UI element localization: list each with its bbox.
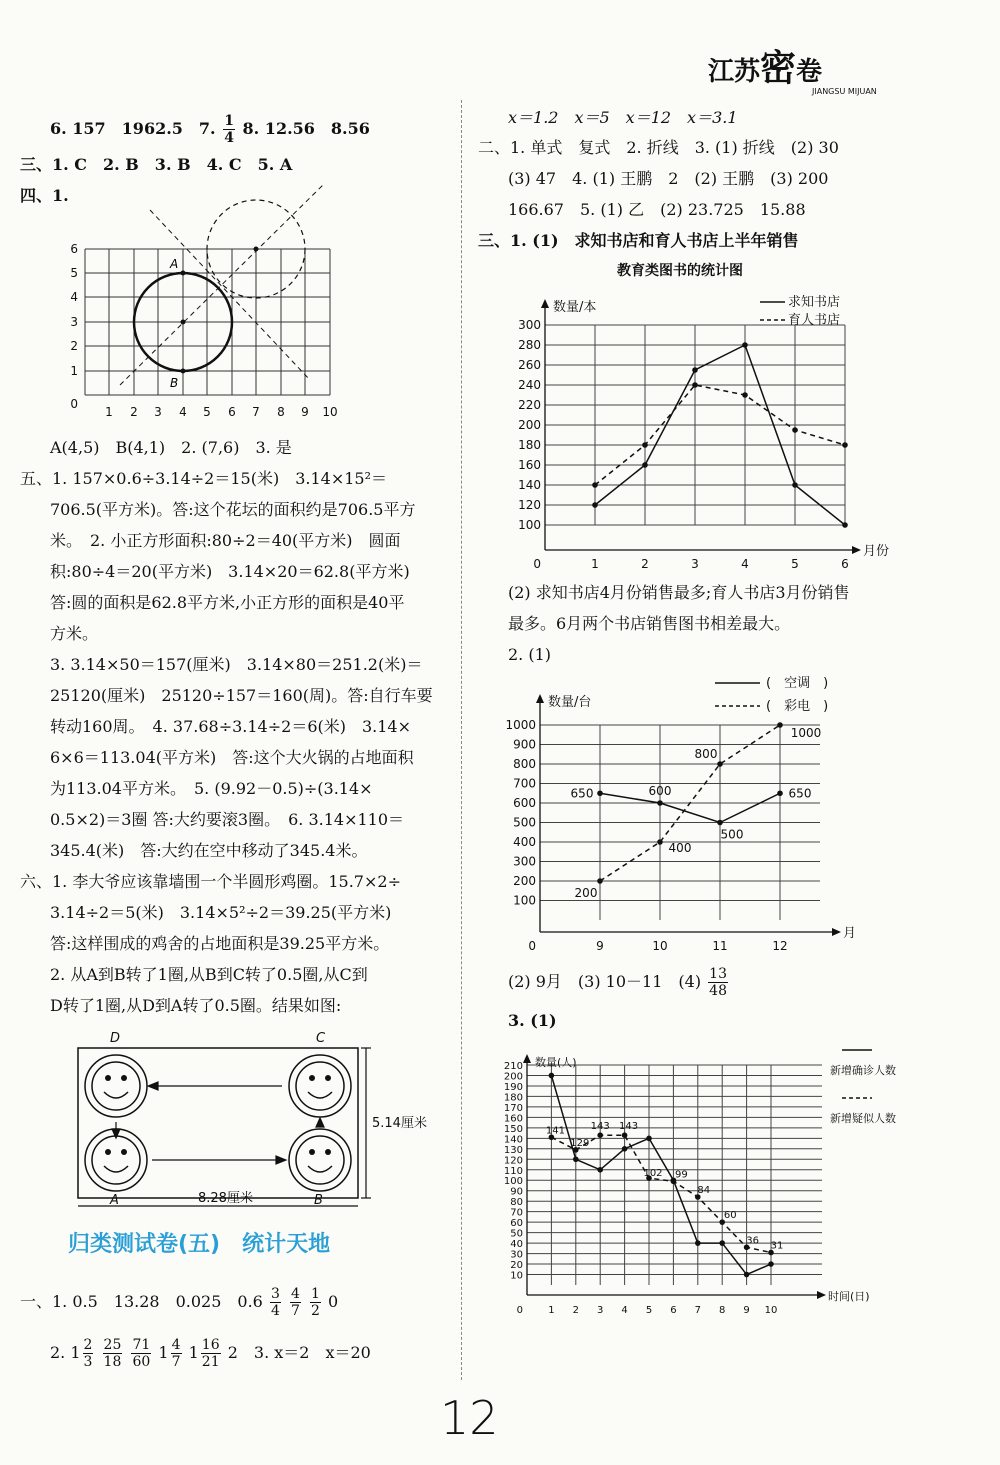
x-axis-arrow: [832, 928, 841, 936]
legend-label: 育人书店: [788, 313, 841, 328]
series-line: [600, 793, 780, 822]
x-tick-label: 6: [670, 1305, 677, 1316]
answer-line: 三、1. C 2. B 3. B 4. C 5. A: [20, 155, 293, 174]
data-point: [744, 1272, 750, 1278]
wheel-rolling-figure: [70, 1030, 430, 1215]
y-tick-label: 1000: [505, 718, 536, 732]
y-tick-label: 130: [503, 1144, 523, 1156]
y-tick-label: 210: [503, 1061, 523, 1072]
x-tick-label: 12: [772, 939, 788, 950]
data-label: 60: [723, 1210, 737, 1222]
fraction: $\frac{1}{2}$: [310, 1286, 320, 1319]
y-tick-label: 110: [503, 1165, 523, 1177]
y-tick-label: 100: [513, 893, 536, 908]
y-tick-label: 700: [513, 776, 536, 791]
x-tick-label: 6: [841, 557, 849, 571]
x-tick-label: 4: [621, 1305, 628, 1316]
y-tick-label: 100: [518, 518, 541, 532]
answer-line: 最多。6月两个书店销售图书相差最大。: [508, 614, 791, 633]
wheel-label-a: A: [110, 1193, 119, 1208]
y-tick-label: 220: [518, 398, 541, 412]
y-tick-label: 50: [510, 1228, 523, 1240]
answer-line: x＝1.2 x＝5 x＝12 x＝3.1: [508, 108, 738, 127]
data-point: [597, 790, 603, 796]
data-point: [592, 482, 598, 488]
x-tick-label: 10: [652, 939, 668, 950]
fraction: $\frac{4}{7}$: [171, 1337, 181, 1370]
answer-line: (2) 求知书店4月份销售最多;育人书店3月份销售: [508, 583, 850, 602]
y-tick-label: 400: [513, 835, 536, 849]
y-tick-label: 100: [503, 1176, 523, 1188]
grid-x-tick: 4: [179, 405, 187, 419]
answer-line: 6×6＝113.04(平方米) 答:这个大火锅的占地面积: [50, 748, 414, 767]
data-point: [692, 382, 698, 388]
answer-line: 转动160周。 4. 37.68÷3.14÷2＝6(米) 3.14×: [50, 717, 412, 736]
answer-line: 6. 157 1962.5 7. $\frac{1}{4}$ 8. 12.56 8.56: [50, 113, 370, 146]
data-label: 129: [570, 1137, 590, 1149]
y-tick-label: 200: [513, 874, 536, 888]
y-tick-label: 80: [510, 1197, 523, 1209]
answer-line: 一、1. 0.5 13.28 0.025 0.6 $\frac{3}{4}$ $\frac{4}{7}$ $\frac{1}{2}$ 0: [20, 1286, 339, 1319]
y-tick-label: 300: [518, 318, 541, 332]
origin-label: 0: [516, 1305, 523, 1316]
data-point: [768, 1261, 774, 1267]
y-tick-label: 120: [518, 498, 541, 512]
y-tick-label: 70: [510, 1207, 523, 1219]
answer-line: 3. (1): [508, 1011, 557, 1030]
x-tick-label: 10: [764, 1305, 778, 1316]
data-point: [717, 820, 723, 826]
data-label: 141: [545, 1125, 565, 1137]
answer-line: 3.14÷2＝5(米) 3.14×5²÷2＝39.25(平方米): [50, 903, 392, 922]
column-divider: [461, 100, 462, 1380]
grid-y-tick: 6: [70, 242, 78, 256]
y-axis-label: 数量(人): [535, 1056, 577, 1069]
answer-line: 米。 2. 小正方形面积:80÷2＝40(平方米) 圆面: [50, 531, 401, 550]
data-point: [597, 1167, 603, 1173]
y-tick-label: 10: [510, 1270, 523, 1282]
y-tick-label: 600: [513, 796, 536, 810]
grid-x-tick: 2: [130, 405, 138, 419]
answer-line: 为113.04平方米。 5. (9.92－0.5)÷(3.14×: [50, 779, 373, 798]
legend-label: 求知书店: [788, 295, 841, 310]
data-point: [657, 800, 663, 806]
x-axis-label: 月份: [863, 544, 890, 559]
y-tick-label: 20: [510, 1260, 523, 1272]
wheel-height-label: 5.14厘米: [372, 1116, 427, 1131]
y-tick-label: 190: [503, 1081, 523, 1093]
chart-epidemic-cases: [480, 1030, 940, 1330]
series-line: [595, 345, 845, 525]
fraction: $\frac{71}{60}$: [132, 1337, 151, 1370]
data-point: [592, 502, 598, 508]
answer-line: 三、1. (1) 求知书店和育人书店上半年销售: [478, 231, 799, 250]
grid-x-tick: 6: [228, 405, 236, 419]
x-axis-label: 时间(日): [828, 1290, 870, 1303]
answer-line: 166.67 5. (1) 乙 (2) 23.725 15.88: [508, 200, 806, 219]
x-tick-label: 3: [691, 557, 699, 571]
y-tick-label: 40: [510, 1239, 523, 1251]
fraction: $\frac{16}{21}$: [201, 1337, 220, 1370]
y-tick-label: 900: [513, 737, 536, 752]
data-point: [695, 1240, 701, 1246]
y-tick-label: 60: [510, 1218, 523, 1230]
fraction: $\frac{1}{4}$: [224, 113, 234, 146]
data-point: [597, 1132, 603, 1138]
data-point: [646, 1136, 652, 1142]
answer-line: 四、1.: [20, 186, 69, 205]
y-tick-label: 140: [503, 1134, 523, 1146]
y-tick-label: 240: [518, 378, 541, 392]
grid-y-tick: 3: [70, 315, 78, 329]
y-axis-arrow: [536, 694, 544, 703]
data-point: [792, 427, 798, 433]
fraction: $\frac{3}{4}$: [270, 1286, 280, 1319]
y-tick-label: 500: [513, 815, 536, 830]
data-point: [777, 790, 783, 796]
data-label: 1000: [790, 726, 822, 740]
section-title: 归类测试卷(五) 统计天地: [68, 1232, 331, 1257]
y-tick-label: 300: [513, 854, 536, 869]
x-tick-label: 9: [596, 939, 604, 950]
fraction: $\frac{4}{7}$: [290, 1286, 300, 1319]
data-label: 102: [643, 1168, 663, 1180]
data-label: 99: [675, 1169, 688, 1181]
data-point: [742, 392, 748, 398]
data-label: 31: [770, 1240, 784, 1252]
answer-line: 答:圆的面积是62.8平方米,小正方形的面积是40平: [50, 593, 405, 612]
x-tick-label: 2: [572, 1305, 579, 1316]
answer-line: 345.4(米) 答:大约在空中移动了345.4米。: [50, 841, 368, 860]
y-tick-label: 90: [510, 1186, 523, 1198]
data-label: 84: [697, 1185, 711, 1196]
y-tick-label: 260: [518, 358, 541, 372]
data-point: [642, 462, 648, 468]
brand-header: 江苏密卷: [708, 47, 823, 89]
wheel-label-c: C: [316, 1031, 326, 1046]
x-axis-arrow: [852, 546, 861, 554]
grid-x-tick: 1: [105, 405, 113, 419]
grid-x-tick: 5: [203, 405, 211, 419]
y-tick-label: 120: [503, 1155, 523, 1167]
answer-line: A(4,5) B(4,1) 2. (7,6) 3. 是: [50, 438, 292, 457]
y-tick-label: 170: [503, 1102, 523, 1114]
y-tick-label: 200: [518, 418, 541, 432]
answer-line: 答:这样围成的鸡舍的占地面积是39.25平方米。: [50, 934, 390, 953]
data-label: 200: [574, 886, 598, 900]
grid-y-tick: 2: [70, 339, 78, 353]
x-axis-arrow: [817, 1291, 826, 1299]
y-tick-label: 180: [503, 1092, 523, 1104]
y-tick-label: 800: [513, 757, 536, 771]
answer-line: 0.5×2)＝3圈 答:大约要滚3圈。 6. 3.14×110＝: [50, 810, 405, 829]
data-label: 600: [648, 784, 672, 798]
answer-line: 五、1. 157×0.6÷3.14÷2＝15(米) 3.14×15²＝: [20, 469, 388, 488]
coordinate-grid-figure: [60, 180, 350, 425]
data-point: [717, 761, 723, 767]
legend-label: 新增疑似人数: [830, 1112, 896, 1125]
data-label: 36: [746, 1235, 759, 1247]
grid-x-tick: 8: [277, 405, 285, 419]
wheel-width-label: 8.28厘米: [198, 1191, 253, 1206]
answer-line: (2) 9月 (3) 10－11 (4) $\frac{13}{48}$: [508, 966, 727, 999]
point-label-a: A: [170, 257, 179, 271]
legend-label: 新增确诊人数: [830, 1064, 896, 1077]
y-tick-label: 160: [518, 458, 541, 472]
y-tick-label: 160: [503, 1113, 523, 1125]
answer-line: 2. 1 $\frac{2}{3}$ $\frac{25}{18}$ $\frac{71}{60}$ 1 $\frac{4}{7}$ 1 $\frac{16}{21}$ 2 3. x＝2 x＝20: [50, 1337, 371, 1370]
y-tick-label: 150: [503, 1123, 523, 1135]
y-tick-label: 200: [503, 1071, 523, 1083]
grid-y-tick: 5: [70, 266, 78, 280]
series-line: [595, 385, 845, 485]
x-tick-label: 4: [741, 557, 749, 571]
legend-label: ( 彩电 ): [766, 699, 829, 714]
x-tick-label: 3: [597, 1305, 604, 1316]
chart-appliance-sales: [490, 670, 900, 950]
y-tick-label: 30: [510, 1249, 523, 1261]
data-point: [642, 442, 648, 448]
answer-line: 25120(厘米) 25120÷157＝160(周)。答:自行车要: [50, 686, 433, 705]
data-point: [742, 342, 748, 348]
y-tick-label: 140: [518, 478, 541, 492]
x-tick-label: 8: [719, 1305, 726, 1316]
x-tick-label: 9: [743, 1305, 750, 1316]
x-tick-label: 7: [694, 1305, 701, 1316]
x-tick-label: 1: [548, 1305, 555, 1316]
answer-line: 3. 3.14×50＝157(厘米) 3.14×80＝251.2(米)＝: [50, 655, 423, 674]
grid-x-tick: 10: [322, 405, 338, 419]
fraction: $\frac{25}{18}$: [103, 1337, 122, 1370]
data-label: 143: [619, 1121, 639, 1133]
legend-label: ( 空调 ): [766, 676, 829, 691]
data-point: [777, 722, 783, 728]
data-point: [719, 1240, 725, 1246]
data-point: [792, 482, 798, 488]
chart-book-sales: [490, 255, 900, 590]
data-point: [842, 442, 848, 448]
answer-line: D转了1圈,从D到A转了0.5圈。结果如图:: [50, 996, 342, 1015]
data-point: [842, 522, 848, 528]
chart-title: 教育类图书的统计图: [617, 263, 743, 279]
data-point: [597, 878, 603, 884]
wheel-label-b: B: [314, 1193, 323, 1208]
data-point: [573, 1156, 579, 1162]
data-label: 400: [668, 841, 692, 855]
series-line: [551, 1135, 771, 1252]
x-tick-label: 1: [591, 557, 599, 571]
y-tick-label: 180: [518, 438, 541, 452]
y-tick-label: 280: [518, 338, 541, 352]
grid-y-tick: 1: [70, 364, 78, 378]
data-label: 650: [788, 786, 812, 801]
grid-y-tick: 4: [70, 290, 78, 304]
answer-line: 2. (1): [508, 645, 552, 664]
page-number: 12: [440, 1391, 499, 1445]
data-point: [622, 1146, 628, 1152]
fraction: $\frac{13}{48}$: [709, 966, 727, 999]
grid-x-tick: 3: [154, 405, 162, 419]
origin-label: 0: [528, 939, 536, 950]
y-axis-label: 数量/台: [548, 695, 592, 710]
data-label: 650: [570, 786, 594, 801]
data-label: 500: [720, 827, 744, 842]
y-axis-arrow: [523, 1054, 531, 1063]
wheel-label-d: D: [110, 1031, 121, 1046]
brand-pinyin: JIANGSU MIJUAN: [812, 87, 877, 96]
answer-line: (3) 47 4. (1) 王鹏 2 (2) 王鹏 (3) 200: [508, 169, 829, 188]
x-tick-label: 11: [712, 939, 728, 950]
fraction: $\frac{2}{3}$: [83, 1337, 93, 1370]
answer-line: 方米。: [50, 624, 99, 643]
answer-line: 706.5(平方米)。答:这个花坛的面积约是706.5平方: [50, 500, 416, 519]
origin-label: 0: [533, 557, 541, 571]
data-point: [549, 1073, 555, 1079]
grid-y-tick: 0: [70, 397, 78, 411]
y-axis-arrow: [541, 299, 549, 308]
data-point: [692, 367, 698, 373]
data-point: [657, 839, 663, 845]
point-label-b: B: [170, 376, 179, 390]
answer-line: 二、1. 单式 复式 2. 折线 3. (1) 折线 (2) 30: [478, 138, 839, 157]
x-tick-label: 5: [645, 1305, 653, 1316]
data-point: [622, 1132, 628, 1138]
data-label: 143: [590, 1121, 610, 1133]
answer-line: 六、1. 李大爷应该靠墙围一个半圆形鸡圈。15.7×2÷: [20, 872, 401, 891]
grid-x-tick: 7: [252, 405, 260, 419]
x-tick-label: 5: [791, 557, 799, 571]
answer-line: 2. 从A到B转了1圈,从B到C转了0.5圈,从C到: [50, 965, 368, 984]
x-tick-label: 2: [641, 557, 649, 571]
data-label: 800: [694, 747, 718, 761]
y-axis-label: 数量/本: [553, 300, 597, 315]
answer-line: 积:80÷4＝20(平方米) 3.14×20＝62.8(平方米): [50, 562, 410, 581]
grid-x-tick: 9: [301, 405, 309, 419]
x-axis-label: 月: [843, 926, 857, 941]
